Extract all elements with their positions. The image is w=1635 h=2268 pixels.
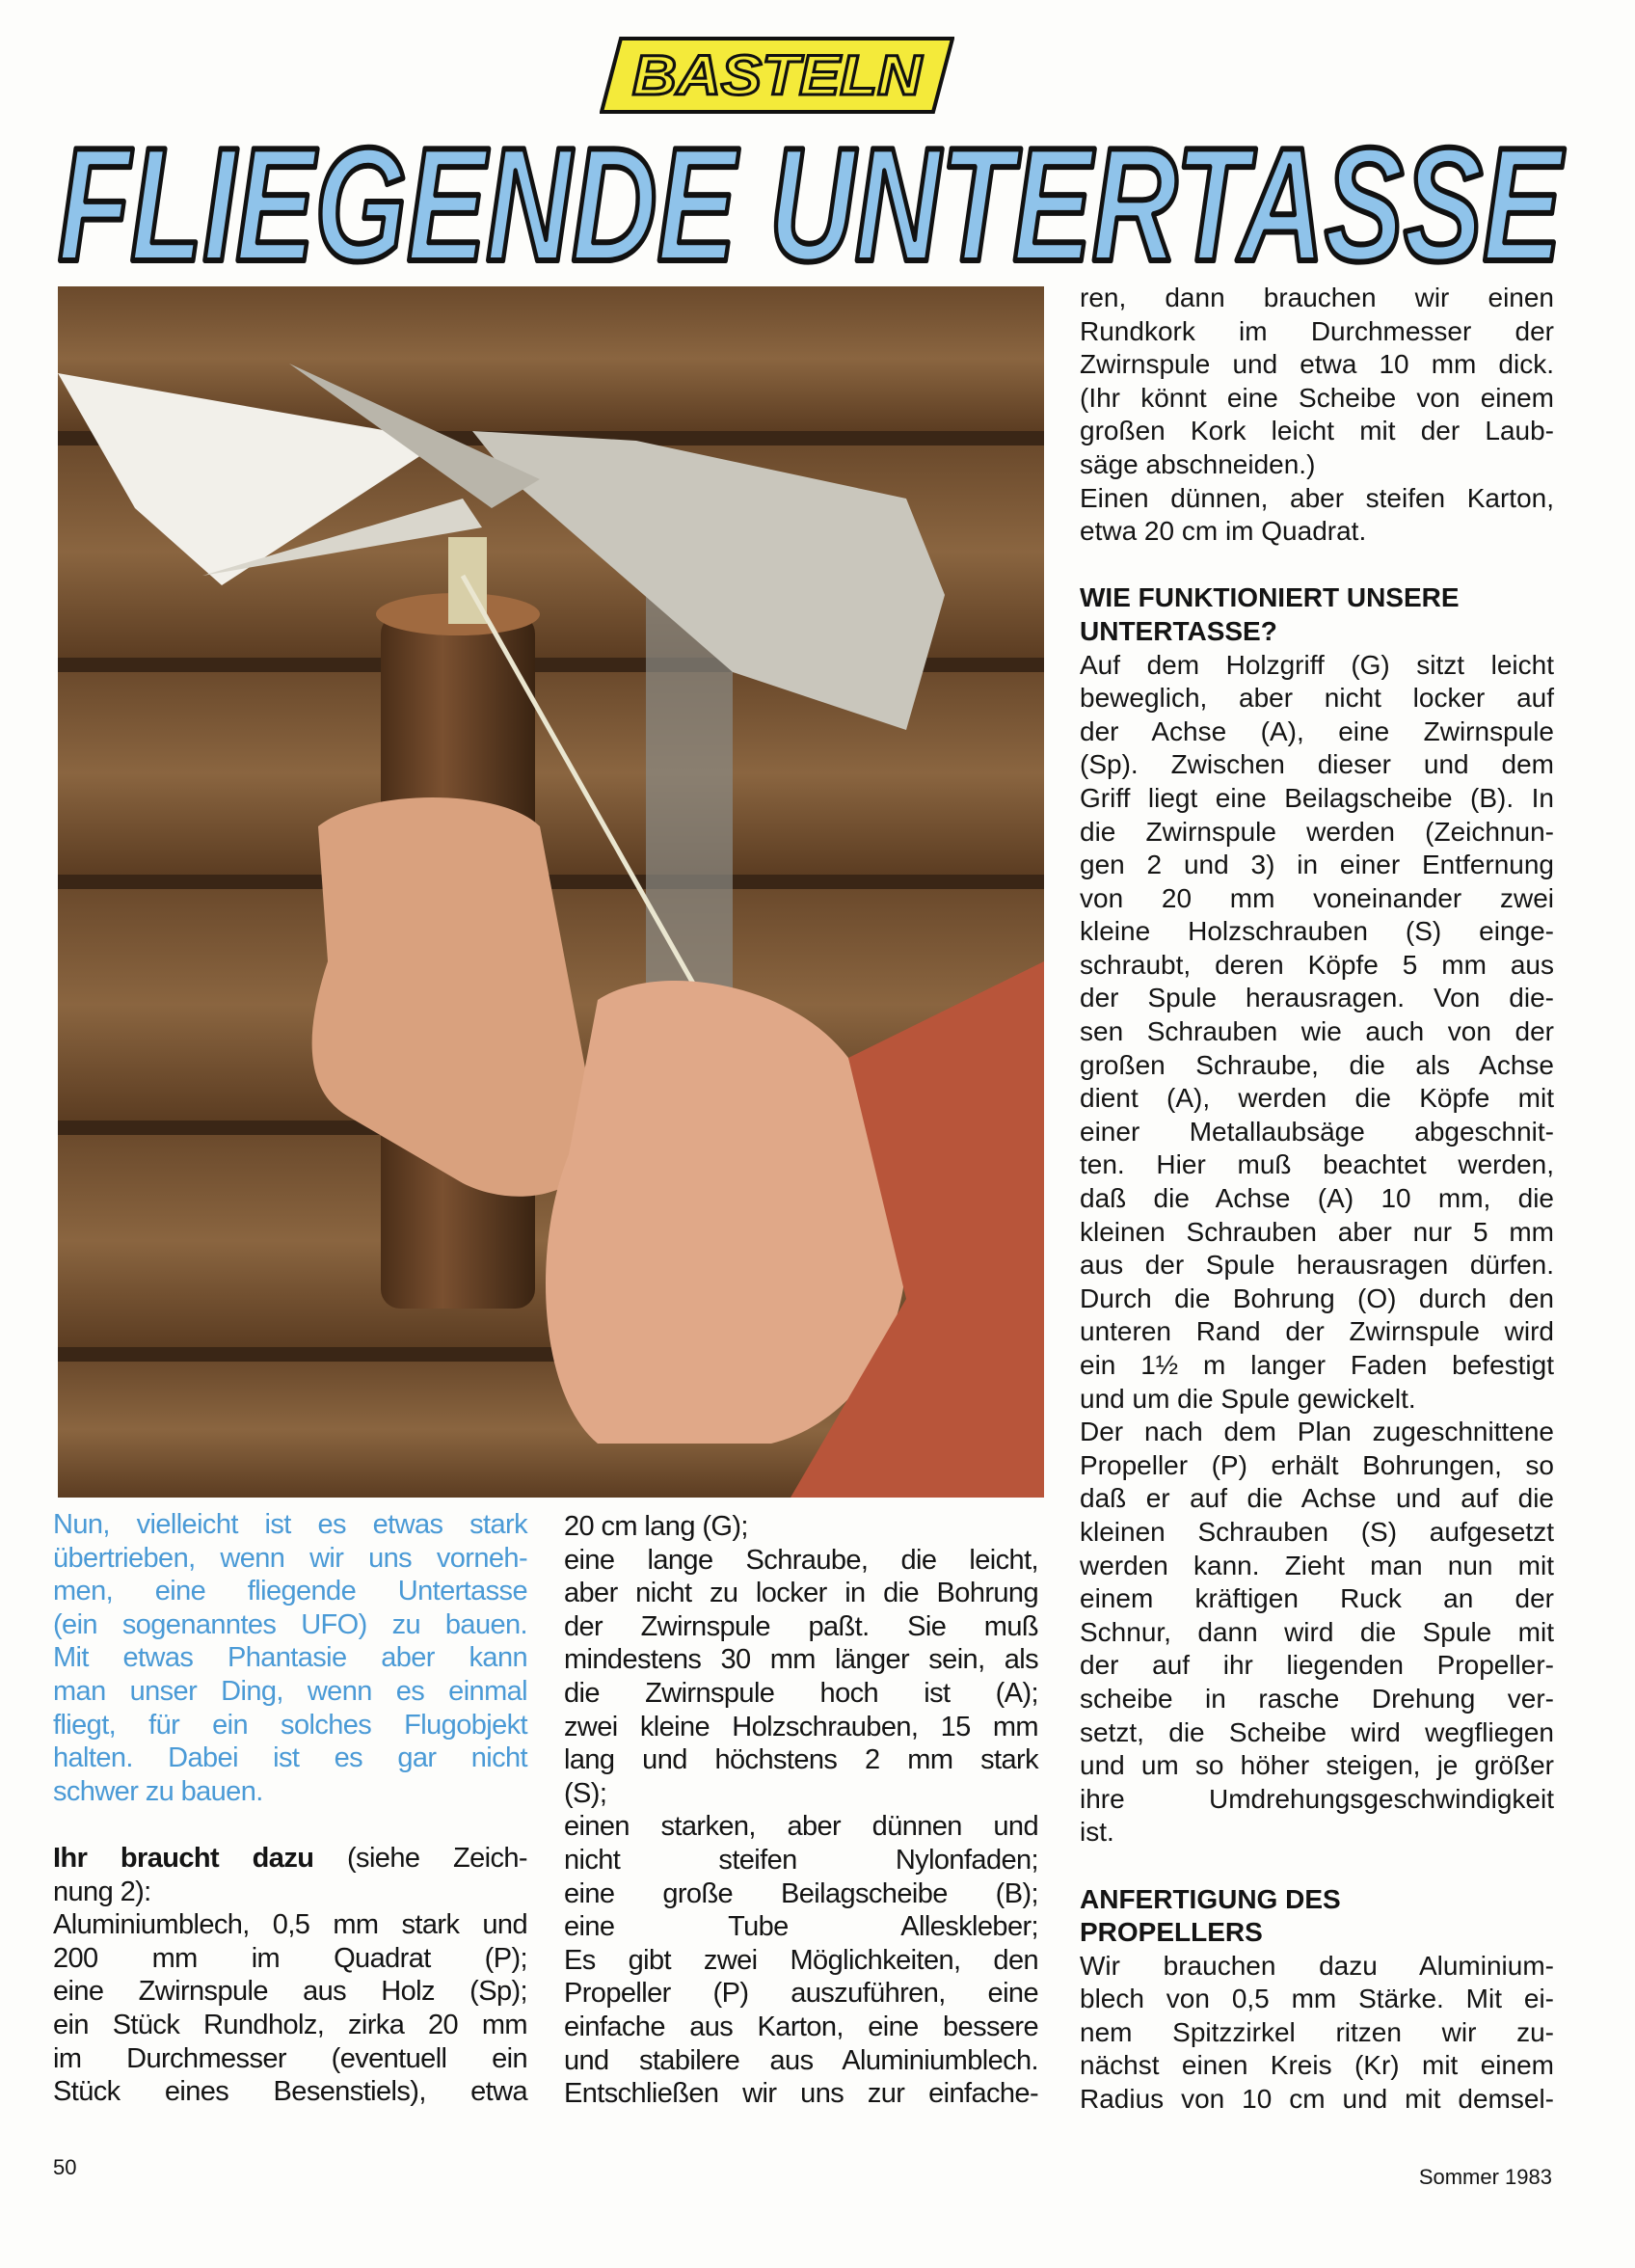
intro-line: schwer zu bauen. bbox=[53, 1775, 263, 1807]
body-line: und um die Spule gewickelt. bbox=[1080, 1383, 1416, 1414]
body-line: gen 2 und 3) in einer Entfernung bbox=[1080, 850, 1554, 880]
body-line: ihre Umdrehungsgeschwindigkeit bbox=[1080, 1783, 1554, 1814]
body-line: der auf ihr liegenden Propeller- bbox=[1080, 1650, 1554, 1681]
materials-line: Aluminiumblech, 0,5 mm stark und bbox=[53, 1909, 527, 1941]
body-line: Propeller (P) erhält Bohrungen, so bbox=[1080, 1449, 1554, 1480]
body-line: Griff liegt eine Beilagscheibe (B). In bbox=[1080, 782, 1554, 813]
materials-line: Propeller (P) auszuführen, eine bbox=[564, 1978, 1038, 2010]
kicker-text: BASTELN bbox=[632, 44, 924, 107]
section-heading: ANFERTIGUNG DES bbox=[1080, 1883, 1341, 1914]
body-line: Durch die Bohrung (O) durch den bbox=[1080, 1282, 1554, 1313]
section-kicker-basteln bbox=[600, 35, 954, 116]
intro-line: man unser Ding, wenn es einmal bbox=[53, 1675, 527, 1707]
section-heading: PROPELLERS bbox=[1080, 1917, 1263, 1948]
paragraph-gap bbox=[1080, 1850, 1554, 1883]
materials-line: 20 cm lang (G); bbox=[564, 1511, 748, 1542]
body-line: Einen dünnen, aber steifen Karton, bbox=[1080, 482, 1554, 513]
materials-line: im Durchmesser (eventuell ein bbox=[53, 2042, 527, 2074]
materials-line: 200 mm im Quadrat (P); bbox=[53, 1942, 527, 1974]
intro-line: men, eine fliegende Untertasse bbox=[53, 1576, 527, 1607]
body-line: scheibe in rasche Drehung ver- bbox=[1080, 1683, 1554, 1714]
photo-propeller-toy-icon bbox=[58, 286, 1044, 1498]
materials-heading: Ihr braucht dazu bbox=[53, 1843, 314, 1874]
body-line: der Spule herausragen. Von die- bbox=[1080, 983, 1554, 1013]
body-line: Radius von 10 cm und mit demsel- bbox=[1080, 2084, 1554, 2115]
body-line: ein 1½ m langer Faden befestigt bbox=[1080, 1350, 1554, 1380]
body-line: der Achse (A), eine Zwirnspule bbox=[1080, 716, 1554, 746]
page-title bbox=[48, 116, 1571, 284]
body-line: Der nach dem Plan zugeschnittene bbox=[1080, 1417, 1554, 1447]
materials-line: und stabilere aus Aluminiumblech. bbox=[564, 2044, 1038, 2076]
intro-line: (ein sogenanntes UFO) zu bauen. bbox=[53, 1608, 527, 1640]
body-line: und um so höher steigen, je größer bbox=[1080, 1750, 1554, 1781]
materials-line: eine Tube Alleskleber; bbox=[564, 1911, 1038, 1943]
materials-line: Es gibt zwei Möglichkeiten, den bbox=[564, 1944, 1038, 1976]
materials-line: mindestens 30 mm länger sein, als bbox=[564, 1644, 1038, 1676]
section-heading: UNTERTASSE? bbox=[1080, 615, 1277, 646]
intro-line: übertrieben, wenn wir uns vorneh- bbox=[53, 1542, 527, 1574]
intro-line: Nun, vielleicht ist es etwas stark bbox=[53, 1509, 527, 1540]
materials-column-middle bbox=[564, 1510, 1038, 2111]
body-line: kleinen Schrauben (S) aufgesetzt bbox=[1080, 1516, 1554, 1547]
intro-line: Mit etwas Phantasie aber kann bbox=[53, 1642, 527, 1674]
materials-line: ein Stück Rundholz, zirka 20 mm bbox=[53, 2009, 527, 2040]
materials-line: nung 2): bbox=[53, 1876, 151, 1907]
body-line: einer Metallaubsäge abgeschnit- bbox=[1080, 1116, 1554, 1147]
body-line: nächst einen Kreis (Kr) mit einem bbox=[1080, 2050, 1554, 2081]
body-line: Zwirnspule und etwa 10 mm dick. bbox=[1080, 349, 1554, 380]
materials-line: lang und höchstens 2 mm stark bbox=[564, 1744, 1038, 1776]
body-line: daß die Achse (A) 10 mm, die bbox=[1080, 1183, 1554, 1214]
body-line: ten. Hier muß beachtet werden, bbox=[1080, 1149, 1554, 1180]
body-line: etwa 20 cm im Quadrat. bbox=[1080, 516, 1367, 547]
intro-line: halten. Dabei ist es gar nicht bbox=[53, 1742, 527, 1774]
materials-line: aber nicht zu locker in die Bohrung bbox=[564, 1578, 1038, 1609]
materials-heading-line bbox=[53, 1842, 527, 1876]
body-line: beweglich, aber nicht locker auf bbox=[1080, 683, 1554, 714]
body-line: die Zwirnspule werden (Zeichnun- bbox=[1080, 816, 1554, 847]
body-line: einem kräftigen Ruck an der bbox=[1080, 1583, 1554, 1614]
article-photo bbox=[58, 286, 1044, 1498]
intro-line: fliegt, für ein solches Flugobjekt bbox=[53, 1709, 527, 1741]
body-line: unteren Rand der Zwirnspule wird bbox=[1080, 1316, 1554, 1347]
body-line: kleinen Schrauben aber nur 5 mm bbox=[1080, 1216, 1554, 1247]
materials-line: (S); bbox=[564, 1777, 607, 1809]
paragraph-gap bbox=[1080, 549, 1554, 582]
intro-column bbox=[53, 1508, 527, 1808]
body-line: großen Kork leicht mit der Laub- bbox=[1080, 416, 1554, 446]
body-line: schraubt, deren Köpfe 5 mm aus bbox=[1080, 949, 1554, 980]
body-line: Rundkork im Durchmesser der bbox=[1080, 315, 1554, 346]
body-line: dient (A), werden die Köpfe mit bbox=[1080, 1083, 1554, 1114]
body-line: sen Schrauben wie auch von der bbox=[1080, 1016, 1554, 1047]
body-line: von 20 mm voneinander zwei bbox=[1080, 882, 1554, 913]
materials-line: die Zwirnspule hoch ist (A); bbox=[564, 1677, 1038, 1709]
body-line: ist. bbox=[1080, 1817, 1114, 1848]
body-line: kleine Holzschrauben (S) einge- bbox=[1080, 916, 1554, 947]
body-line: ren, dann brauchen wir einen bbox=[1080, 283, 1554, 312]
body-line: blech von 0,5 mm Stärke. Mit ei- bbox=[1080, 1984, 1554, 2014]
materials-line: eine große Beilagscheibe (B); bbox=[564, 1877, 1038, 1909]
body-line: Schnur, dann wird die Spule mit bbox=[1080, 1616, 1554, 1647]
body-line: aus der Spule herausragen dürfen. bbox=[1080, 1250, 1554, 1281]
materials-line: einfache aus Karton, eine bessere bbox=[564, 2011, 1038, 2042]
body-line: nem Spitzzirkel ritzen wir zu- bbox=[1080, 2016, 1554, 2047]
materials-line: nicht steifen Nylonfaden; bbox=[564, 1844, 1038, 1876]
body-line: daß er auf die Achse und auf die bbox=[1080, 1483, 1554, 1514]
instructions-column-right bbox=[1080, 282, 1554, 2117]
issue-label: Sommer 1983 bbox=[1418, 2165, 1552, 2189]
materials-line: Stück eines Besenstiels), etwa bbox=[53, 2076, 527, 2108]
materials-line: der Zwirnspule paßt. Sie muß bbox=[564, 1610, 1038, 1642]
materials-line: eine Zwirnspule aus Holz (Sp); bbox=[53, 1976, 527, 2008]
materials-heading-rest: (siehe Zeich- bbox=[313, 1843, 527, 1874]
body-line: (Sp). Zwischen dieser und dem bbox=[1080, 749, 1554, 780]
section-heading: WIE FUNKTIONIERT UNSERE bbox=[1080, 582, 1460, 613]
materials-line: eine lange Schraube, die leicht, bbox=[564, 1544, 1038, 1576]
materials-line: zwei kleine Holzschrauben, 15 mm bbox=[564, 1711, 1038, 1742]
body-line: setzt, die Scheibe wird wegfliegen bbox=[1080, 1716, 1554, 1747]
page-number: 50 bbox=[53, 2155, 77, 2179]
body-line: großen Schraube, die als Achse bbox=[1080, 1049, 1554, 1080]
body-line: werden kann. Zieht man nun mit bbox=[1080, 1550, 1554, 1580]
body-line: (Ihr könnt eine Scheibe von einem bbox=[1080, 382, 1554, 413]
title-text: FLIEGENDE UNTERTASSE bbox=[58, 116, 1566, 284]
materials-line: einen starken, aber dünnen und bbox=[564, 1811, 1038, 1843]
materials-line: Entschließen wir uns zur einfache- bbox=[564, 2078, 1038, 2110]
materials-column-left bbox=[53, 1842, 527, 2109]
body-line: Auf dem Holzgriff (G) sitzt leicht bbox=[1080, 649, 1554, 680]
body-line: Wir brauchen dazu Aluminium- bbox=[1080, 1950, 1554, 1981]
body-line: säge abschneiden.) bbox=[1080, 448, 1316, 479]
